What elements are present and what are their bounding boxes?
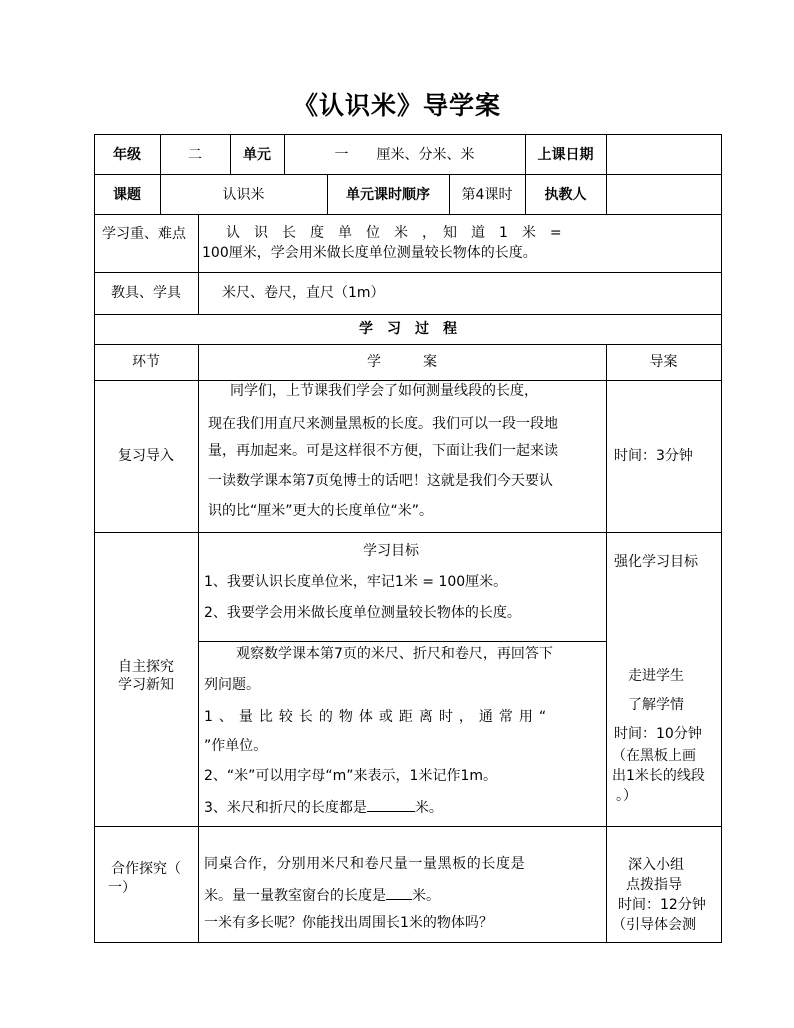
unit-label: 单元 bbox=[243, 147, 271, 163]
date-label: 上课日期 bbox=[537, 147, 594, 163]
goal-1: 1、我要认识长度单位米，牢记1米 = 100厘米。 bbox=[204, 574, 508, 590]
coop-line2-prefix: 米。量一量教室窗台的长度是 bbox=[204, 888, 386, 904]
coop-stage-line1: 合作探究（ bbox=[111, 861, 181, 877]
review-line: 量，再加起来。可是这样很不方便，下面让我们一起来读 bbox=[208, 443, 558, 459]
unit-value: 一 厘米、分米、米 bbox=[334, 147, 475, 163]
review-line: 一读数学课本第7页兔博士的话吧！这就是我们今天要认 bbox=[208, 473, 553, 489]
tools-value: 米尺、卷尺，直尺（1m） bbox=[222, 285, 385, 301]
review-line: 现在我们用直尺来测量黑板的长度。我们可以一段一段地 bbox=[208, 416, 558, 432]
coop-guide: 点拨指导 bbox=[626, 877, 682, 893]
coop-guide: 深入小组 bbox=[628, 857, 684, 873]
question-1-line1: 1、量比较长的物体或距离时，通常用“ bbox=[204, 709, 553, 725]
question-3-suffix: 米。 bbox=[414, 800, 443, 816]
goals-title: 学习目标 bbox=[363, 543, 419, 559]
question-3 bbox=[204, 797, 443, 817]
key-points-label: 学习重、难点 bbox=[102, 226, 186, 242]
guide-goal: 强化学习目标 bbox=[614, 554, 698, 570]
answer-blank[interactable] bbox=[386, 885, 412, 900]
column-guide: 导案 bbox=[649, 354, 678, 370]
coop-line1: 同桌合作，分别用米尺和卷尺量一量黑板的长度是 bbox=[204, 856, 526, 872]
review-line: 识的比“厘米”更大的长度单位“米”。 bbox=[208, 503, 434, 519]
guide-note: 。） bbox=[616, 788, 637, 804]
question-3-prefix: 3、米尺和折尺的长度都是 bbox=[204, 800, 367, 816]
guide-step: 了解学情 bbox=[628, 697, 684, 713]
column-plan: 学 案 bbox=[367, 354, 437, 370]
topic-label: 课题 bbox=[113, 187, 141, 203]
review-guide: 时间：3分钟 bbox=[614, 448, 693, 464]
self-study-stage-line2: 学习新知 bbox=[118, 677, 174, 693]
grade-label: 年级 bbox=[113, 147, 141, 163]
coop-line2 bbox=[204, 885, 440, 905]
review-line: 同学们，上节课我们学会了如何测量线段的长度， bbox=[230, 383, 538, 399]
key-points-line1: 认 识 长 度 单 位 米 ， 知 道 1 米 = bbox=[226, 225, 562, 241]
guide-step: 走进学生 bbox=[628, 668, 684, 684]
goal-2: 2、我要学会用米做长度单位测量较长物体的长度。 bbox=[204, 605, 521, 621]
guide-note: 出1米长的线段 bbox=[612, 768, 705, 784]
teacher-label: 执教人 bbox=[544, 187, 587, 203]
question-1-line2: ”作单位。 bbox=[204, 738, 268, 754]
tools-label: 教具、学具 bbox=[111, 285, 181, 301]
review-stage: 复习导入 bbox=[118, 448, 174, 464]
guide-time: 时间：10分钟 bbox=[614, 726, 702, 742]
topic-value: 认识米 bbox=[222, 187, 265, 203]
answer-blank[interactable] bbox=[367, 797, 415, 812]
coop-line3: 一米有多长呢？你能找出周围长1米的物体吗？ bbox=[204, 915, 493, 931]
observe-line1: 观察数学课本第7页的米尺、折尺和卷尺，再回答下 bbox=[236, 646, 553, 662]
key-points-line2: 100厘米，学会用米做长度单位测量较长物体的长度。 bbox=[202, 245, 537, 261]
coop-guide-note: （引导体会测 bbox=[612, 917, 696, 933]
self-study-stage-line1: 自主探究 bbox=[118, 659, 174, 675]
question-2: 2、“米”可以用字母“m”来表示，1米记作1m。 bbox=[204, 768, 498, 784]
order-label: 单元课时顺序 bbox=[346, 187, 430, 203]
column-stage: 环节 bbox=[132, 354, 160, 370]
guide-note: （在黑板上画 bbox=[612, 748, 696, 764]
process-heading: 学 习 过 程 bbox=[359, 321, 457, 337]
order-value: 第4课时 bbox=[461, 187, 513, 203]
coop-line2-suffix: 米。 bbox=[412, 888, 440, 904]
coop-stage-line2: 一） bbox=[108, 880, 136, 896]
observe-line2: 列问题。 bbox=[204, 677, 260, 693]
grade-value: 二 bbox=[188, 147, 202, 163]
coop-guide-time: 时间：12分钟 bbox=[618, 897, 706, 913]
document-title: 《认识米》导学案 bbox=[292, 91, 501, 120]
